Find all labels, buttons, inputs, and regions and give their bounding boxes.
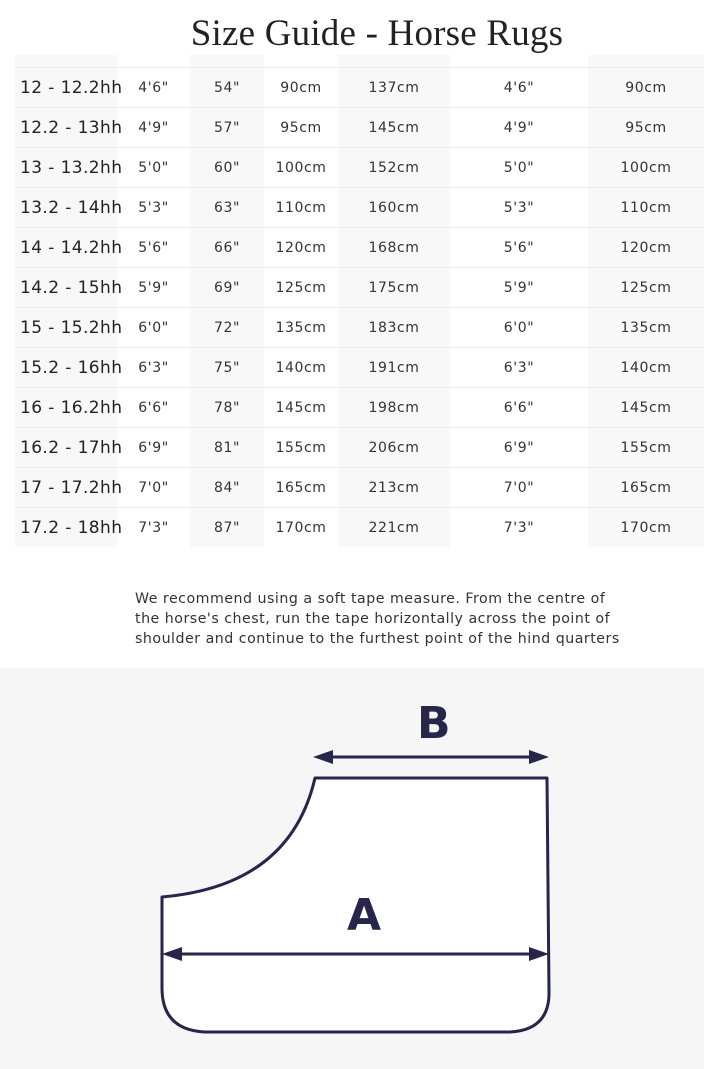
table-cell: 6'9": [450, 428, 588, 468]
horse-height-cell: 13.2 - 14hh: [15, 188, 117, 228]
horse-height-cell: 15 - 15.2hh: [15, 308, 117, 348]
table-cell: 81": [190, 428, 264, 468]
measuring-instructions: We recommend using a soft tape measure. From the centre of the horse's chest, run the tape horizontally across the point of shoulder and continue to the furthest point of the hind quarters: [135, 591, 620, 648]
table-cell: 5'9": [450, 268, 588, 308]
table-cell: 125cm: [264, 268, 338, 308]
horse-height-cell: 14 - 14.2hh: [15, 228, 117, 268]
table-cell: 120cm: [588, 228, 704, 268]
horse-height-cell: 16 - 16.2hh: [15, 388, 117, 428]
table-cell: 4'9": [450, 108, 588, 148]
horse-height-cell: 12 - 12.2hh: [15, 68, 117, 108]
table-cell: 5'6": [450, 228, 588, 268]
table-cell: 5'0": [117, 148, 190, 188]
table-row: [15, 68, 704, 108]
horse-height-cell: 15.2 - 16hh: [15, 348, 117, 388]
table-header-row: [15, 55, 704, 68]
table-row: [15, 428, 704, 468]
table-row: [15, 148, 704, 188]
table-cell: 221cm: [338, 508, 450, 548]
table-cell: 145cm: [264, 388, 338, 428]
table-cell: 160cm: [338, 188, 450, 228]
rug-measurement-diagram: [0, 668, 704, 1069]
table-cell: 4'6": [450, 68, 588, 108]
table-cell: 5'6": [117, 228, 190, 268]
table-cell: 165cm: [588, 468, 704, 508]
table-cell: 7'3": [450, 508, 588, 548]
table-cell: 90cm: [588, 68, 704, 108]
table-cell: 140cm: [264, 348, 338, 388]
table-cell: 140cm: [588, 348, 704, 388]
table-cell: 5'9": [117, 268, 190, 308]
table-row: [15, 348, 704, 388]
table-cell: 110cm: [588, 188, 704, 228]
page-title: Size Guide - Horse Rugs: [190, 13, 564, 54]
table-cell: 206cm: [338, 428, 450, 468]
table-cell: 60": [190, 148, 264, 188]
table-cell: 110cm: [264, 188, 338, 228]
table-cell: 6'0": [117, 308, 190, 348]
header-cell: [15, 55, 117, 68]
horse-height-cell: 14.2 - 15hh: [15, 268, 117, 308]
label-b: B: [417, 698, 451, 749]
table-cell: 155cm: [588, 428, 704, 468]
table-cell: 137cm: [338, 68, 450, 108]
table-cell: 165cm: [264, 468, 338, 508]
table-cell: 100cm: [588, 148, 704, 188]
table-cell: 95cm: [588, 108, 704, 148]
table-cell: 135cm: [264, 308, 338, 348]
table-row: [15, 468, 704, 508]
horse-height-cell: 17.2 - 18hh: [15, 508, 117, 548]
table-cell: 6'3": [450, 348, 588, 388]
horse-height-cell: 16.2 - 17hh: [15, 428, 117, 468]
table-cell: 4'6": [117, 68, 190, 108]
table-cell: 87": [190, 508, 264, 548]
header-cell: [338, 55, 450, 68]
table-cell: 175cm: [338, 268, 450, 308]
table-cell: 168cm: [338, 228, 450, 268]
table-row: [15, 268, 704, 308]
table-row: [15, 508, 704, 548]
table-row: [15, 108, 704, 148]
table-cell: 191cm: [338, 348, 450, 388]
table-cell: 6'3": [117, 348, 190, 388]
table-cell: 198cm: [338, 388, 450, 428]
table-cell: 183cm: [338, 308, 450, 348]
table-cell: 7'0": [450, 468, 588, 508]
table-cell: 6'6": [117, 388, 190, 428]
table-cell: 54": [190, 68, 264, 108]
table-cell: 5'3": [450, 188, 588, 228]
table-row: [15, 308, 704, 348]
table-cell: 69": [190, 268, 264, 308]
table-cell: 78": [190, 388, 264, 428]
table-cell: 170cm: [264, 508, 338, 548]
table-cell: 100cm: [264, 148, 338, 188]
table-cell: 125cm: [588, 268, 704, 308]
table-cell: 135cm: [588, 308, 704, 348]
table-cell: 6'6": [450, 388, 588, 428]
table-cell: 5'0": [450, 148, 588, 188]
header-cell: [450, 55, 588, 68]
table-row: [15, 228, 704, 268]
table-cell: 75": [190, 348, 264, 388]
header-cell: [588, 55, 704, 68]
horse-height-cell: 17 - 17.2hh: [15, 468, 117, 508]
table-cell: 145cm: [588, 388, 704, 428]
table-cell: 7'0": [117, 468, 190, 508]
header-cell: [264, 55, 338, 68]
table-cell: 90cm: [264, 68, 338, 108]
table-cell: 6'9": [117, 428, 190, 468]
table-cell: 72": [190, 308, 264, 348]
table-cell: 120cm: [264, 228, 338, 268]
table-cell: 6'0": [450, 308, 588, 348]
rug-outline-icon: [0, 668, 704, 1069]
table-cell: 57": [190, 108, 264, 148]
table-cell: 152cm: [338, 148, 450, 188]
horse-height-cell: 13 - 13.2hh: [15, 148, 117, 188]
table-cell: 7'3": [117, 508, 190, 548]
size-table: [15, 55, 704, 547]
table-cell: 66": [190, 228, 264, 268]
table-cell: 213cm: [338, 468, 450, 508]
table-cell: 84": [190, 468, 264, 508]
table-row: [15, 388, 704, 428]
label-a: A: [347, 890, 382, 941]
table-row: [15, 188, 704, 228]
table-cell: 4'9": [117, 108, 190, 148]
header-cell: [117, 55, 190, 68]
table-cell: 95cm: [264, 108, 338, 148]
table-cell: 170cm: [588, 508, 704, 548]
table-cell: 145cm: [338, 108, 450, 148]
table-cell: 5'3": [117, 188, 190, 228]
table-cell: 155cm: [264, 428, 338, 468]
horse-height-cell: 12.2 - 13hh: [15, 108, 117, 148]
header-cell: [190, 55, 264, 68]
table-cell: 63": [190, 188, 264, 228]
